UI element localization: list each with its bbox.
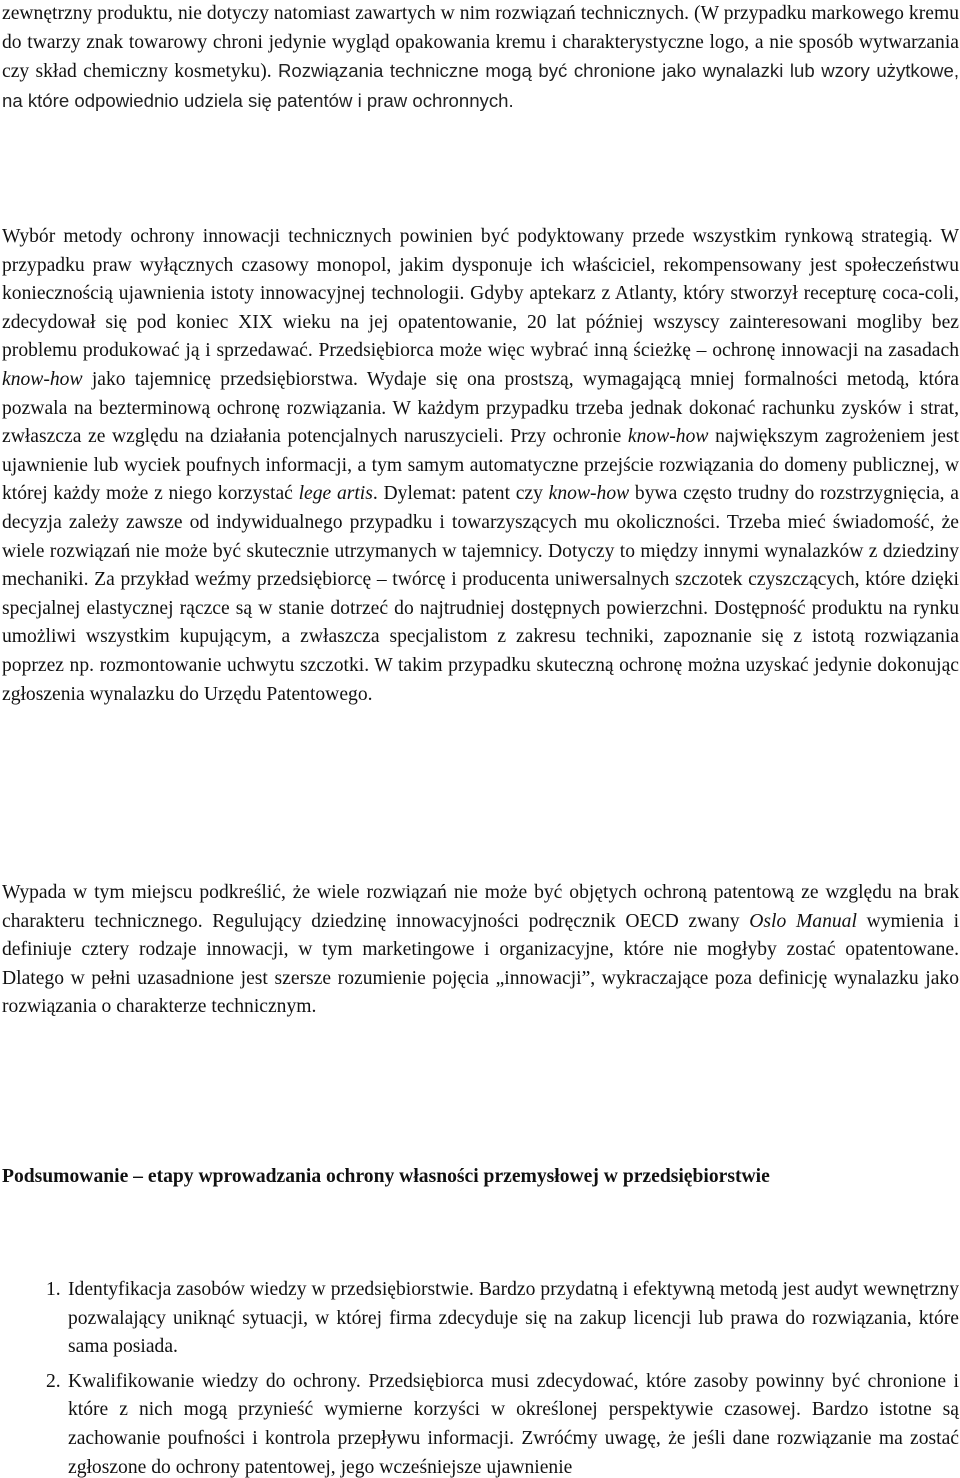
paragraph-3-italic-1: Oslo Manual xyxy=(749,910,857,932)
paragraph-2-text-4: . Dylemat: patent czy xyxy=(372,483,549,505)
paragraph-protection-method xyxy=(2,223,959,709)
summary-step-1 xyxy=(2,1276,959,1362)
paragraph-non-technical-innovation xyxy=(2,879,959,1022)
paragraph-2-italic-1: know-how xyxy=(2,368,83,390)
step-text: Identyfikacja zasobów wiedzy w przedsiębiorstwie. Bardzo przydatną i efektywną metodą jest audyt wewnętrzny pozwalający uniknąć sytuacji, w której firma zdecyduje się na zakup licencji lub prawa do rozwiązania, które sama posiada. xyxy=(68,1279,959,1358)
paragraph-2-italic-4: know-how xyxy=(548,483,630,505)
paragraph-1-serif-text: zewnętrzny produktu, nie dotyczy natomiast zawartych w nim rozwiązań technicznych. (W przypadku markowego kremu do twarzy znak towarowy chroni jedynie wygląd opakowania kremu i charakterystyczne logo, a nie sposób wytwarzania czy skład chemiczny kosmetyku). xyxy=(2,3,959,83)
step-number: 2. xyxy=(46,1370,61,1392)
paragraph-2-text-5: bywa często trudny do rozstrzygnięcia, a decyzja zależy zawsze od indywidualnego przypadku i towarzyszących mu okoliczności. Trzeba mieć świadomość, że wiele rozwiązań nie może być skutecznie utrzymanych w tajemnicy. Dotyczy to między innymi wynalazków z dziedziny mechaniki. Za przykład weźmy przedsiębiorcę – twórcę i producenta uniwersalnych szczotek czyszczących, które dzięki specjalnej elastycznej rączce są w stanie dotrzeć do najtrudniej dostępnych powierzchni. Dostępność produktu na rynku umożliwi wszystkim kupującym, a zwłaszcza specjalistom z zakresu techniki, zapoznanie się z istotą rozwiązania poprzez np. rozmontowanie uchwytu szczotki. W takim przypadku skuteczną ochronę można uzyskać jedynie dokonując zgłoszenia wynalazku do Urzędu Patentowego. xyxy=(2,483,959,705)
step-number: 1. xyxy=(46,1279,61,1300)
paragraph-2-text-3: największym zagrożeniem jest ujawnienie lub wyciek poufnych informacji, a tym samym automatyczne przejście rozwiązania do domeny publicznej, w której każdy może z niego korzystać xyxy=(2,426,959,505)
paragraph-trademark-scope xyxy=(2,0,959,116)
paragraph-2-italic-2: know-how xyxy=(627,426,709,448)
paragraph-3-text-1: Wypada w tym miejscu podkreślić, że wiele rozwiązań nie może być objętych ochroną patentową ze względu na brak charakteru technicznego. Regulujący dziedzinę innowacyjności podręcznik OECD zwany xyxy=(2,882,959,932)
summary-heading: Podsumowanie – etapy wprowadzania ochrony własności przemysłowej w przedsiębiorstwie xyxy=(2,1166,770,1187)
paragraph-1-sans-text: Rozwiązania techniczne mogą być chronione jako wynalazki lub wzory użytkowe, na które odpowiednio udziela się patentów i praw ochronnych. xyxy=(2,60,959,111)
summary-steps-list xyxy=(2,1276,959,1478)
paragraph-2-text-1: Wybór metody ochrony innowacji technicznych powinien być podyktowany przede wszystkim rynkową strategią. W przypadku praw wyłącznych czasowy monopol, jakim dysponuje ich właściciel, rekompensowany jest społeczeństwu koniecznością ujawnienia istoty innowacyjnej technologii. Gdyby aptekarz z Atlanty, który stworzył recepturę coca-coli, zdecydował się pod koniec XIX wieku na jej opatentowanie, 20 lat później wszyscy zainteresowani mogliby bez problemu produkować ją i sprzedawać. Przedsiębiorca może więc wybrać inną ścieżkę – ochronę innowacji na zasadach xyxy=(2,226,959,362)
step-text: Kwalifikowanie wiedzy do ochrony. Przedsiębiorca musi zdecydować, które zasoby powinny być chronione i które z nich mogą przynieść wymierne korzyści w określonej perspektywie czasowej. Bardzo istotne są zachowanie poufności i kontrola przepływu informacji. Zwróćmy uwagę, że jeśli dane rozwiązanie ma zostać zgłoszone do ochrony patentowej, jego wcześniejsze ujawnienie xyxy=(68,1370,959,1478)
paragraph-3-text-2: wymienia i definiuje cztery rodzaje innowacji, w tym marketingowe i organizacyjne, które nie mogłyby zostać opatentowane. Dlatego w pełni uzasadnione jest szersze rozumienie pojęcia „innowacji”, wykraczające poza definicję wynalazku jako rozwiązania o charakterze technicznym. xyxy=(2,910,960,1018)
paragraph-2-text-2: jako tajemnicę przedsiębiorstwa. Wydaje się ona prostszą, wymagającą mniej formalności metodą, która pozwala na bezterminową ochronę rozwiązania. W każdym przypadku trzeba jednak dokonać rachunku zysków i strat, zwłaszcza ze względu na działania potencjalnych naruszycieli. Przy ochronie xyxy=(2,368,959,448)
summary-step-2 xyxy=(2,1368,959,1478)
paragraph-2-italic-3: lege artis xyxy=(298,483,373,505)
